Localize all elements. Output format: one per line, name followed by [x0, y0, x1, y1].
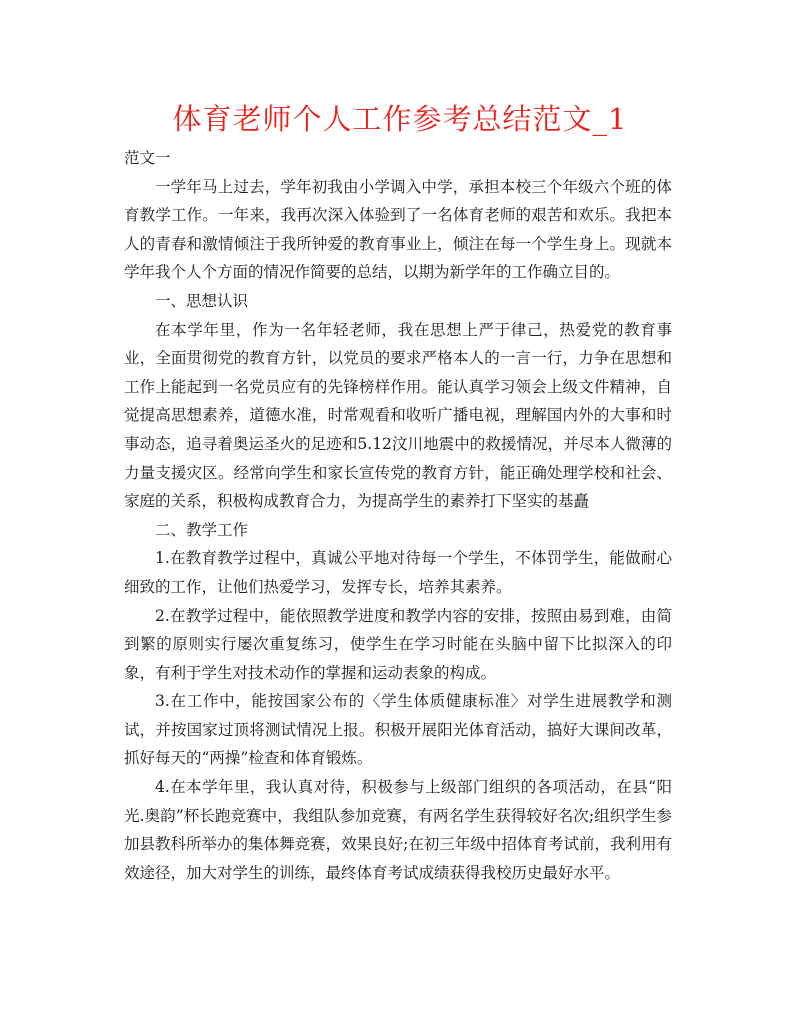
teaching-item-2: 2.在教学过程中，能依照教学进度和教学内容的安排，按照由易到难，由简到繁的原则实行屡次重复练习，使学生在学习时能在头脑中留下比拟深入的印象，有利于学生对技术动作的掌握和运动表象的构成。 [124, 606, 672, 682]
teaching-item-3: 3.在工作中，能按国家公布的〈学生体质健康标准〉对学生进展教学和测试，并按国家过顶将测试情况上报。积极开展阳光体育活动，搞好大课间改革，抓好每天的“两操”检查和体育锻炼。 [124, 692, 672, 768]
thought-paragraph: 在本学年里，作为一名年轻老师，我在思想上严于律己，热爱党的教育事业，全面贯彻党的教育方针，以党员的要求严格本人的一言一行，力争在思想和工作上能起到一名党员应有的先锋榜样作用。能认真学习领会上级文件精神，自觉提高思想素养，道德水准，时常观看和收听广播电视，理解国内外的大事和时事动态，追寻着奥运圣火的足迹和5.12汶川地震中的救援情况，并尽本人微薄的力量支援灾区。经常向学生和家长宣传党的教育方针，能正确处理学校和社会、家庭的关系，积极构成教育合力，为提高学生的素养打下坚实的基矗 [124, 320, 672, 511]
intro-paragraph: 一学年马上过去，学年初我由小学调入中学，承担本校三个年级六个班的体育教学工作。一年来，我再次深入体验到了一名体育老师的艰苦和欢乐。我把本人的青春和激情倾注于我所钟爱的教育事业上，倾注在每一个学生身上。现就本学年我个人个方面的情况作简要的总结，以期为新学年的工作确立目的。 [124, 177, 672, 282]
document-body [124, 144, 672, 887]
section-heading-teaching: 二、教学工作 [155, 520, 249, 539]
teaching-item-1: 1.在教育教学过程中，真诚公平地对待每一个学生，不体罚学生，能做耐心细致的工作，让他们热爱学习，发挥专长，培养其素养。 [124, 549, 672, 596]
section-label-sample-one: 范文一 [124, 149, 171, 167]
teaching-item-4: 4.在本学年里，我认真对待，积极参与上级部门组织的各项活动，在县“阳光.奥韵”杯长跑竞赛中，我组队参加竞赛，有两名学生获得较好名次;组织学生参加县教科所举办的集体舞竞赛，效果良好;在初三年级中招体育考试前，我利用有效途径，加大对学生的训练，最终体育考试成绩获得我校历史最好水平。 [124, 778, 672, 882]
page-title: 体育老师个人工作参考总结范文_1 [172, 102, 628, 136]
section-heading-thought: 一、思想认识 [155, 291, 249, 310]
